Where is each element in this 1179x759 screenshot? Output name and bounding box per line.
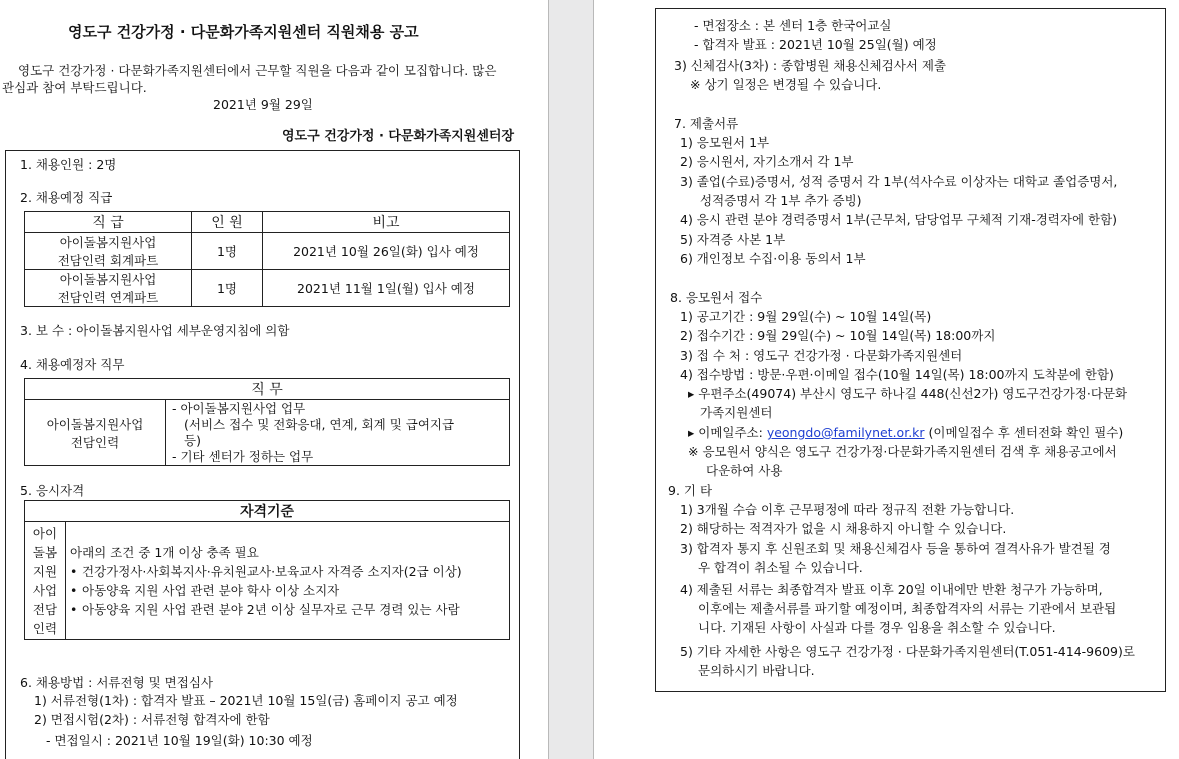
intro-line-1: 영도구 건강가정 · 다문화가족지원센터에서 근무할 직원을 다음과 같이 모집합니다. 많은 <box>18 63 497 78</box>
side-label: 사업 <box>32 582 58 598</box>
note-header: 비고 <box>263 212 510 233</box>
email-link[interactable]: yeongdo@familynet.or.kr <box>766 425 925 440</box>
section-9-item-cont: 니다. 기재된 사항이 사실과 다를 경우 임용을 취소할 수 있습니다. <box>698 620 1056 635</box>
duty-header: 직 무 <box>25 379 510 400</box>
rank-table <box>24 211 510 307</box>
section-9-item-cont: 문의하시기 바랍니다. <box>698 663 815 678</box>
role-line: 아이돌봄지원사업 <box>46 416 144 432</box>
section-9-item: 2) 해당하는 적격자가 없을 시 채용하지 아니할 수 있습니다. <box>680 521 1007 536</box>
section-7-item: 6) 개인정보 수집·이용 동의서 1부 <box>680 251 866 266</box>
list-item: • 아동양육 지원 사업 관련 분야 2년 이상 실무자로 근무 경력 있는 사람 <box>70 601 460 617</box>
section-8: 8. 응모원서 접수 <box>670 290 763 305</box>
duty-line: 등) <box>184 432 201 448</box>
duty-table <box>24 378 510 466</box>
qualification-item: 건강가정사·사회복지사·유치원교사·보육교사 자격증 소지자(2급 이상) <box>82 563 462 579</box>
section-8-item: 2) 접수기간 : 9월 29일(수) ~ 10월 14일(목) 18:00까지 <box>680 328 996 343</box>
section-9: 9. 기 타 <box>668 483 713 498</box>
page-title: 영도구 건강가정 · 다문화가족지원센터 직원채용 공고 <box>68 23 419 41</box>
section-8-item: 4) 접수방법 : 방문·우편·이메일 접수(10월 14일(목) 18:00까지 도착분에 한함) <box>680 367 1114 382</box>
note-cell: 2021년 10월 26일(화) 입사 예정 <box>263 233 510 270</box>
section-9-item: 1) 3개월 수습 이후 근무평정에 따라 정규직 전환 가능합니다. <box>680 502 1015 517</box>
form-note-cont: 다운하여 사용 <box>706 463 783 478</box>
rank-line: 전담인력 연계파트 <box>57 290 159 305</box>
intro-line-2: 관심과 참여 부탁드립니다. <box>2 80 147 95</box>
section-4: 4. 채용예정자 직무 <box>20 357 125 372</box>
section-9-item: 5) 기타 자세한 사항은 영도구 건강가정 · 다문화가족지원센터(T.051-414-9609)로 <box>680 644 1135 659</box>
section-2: 2. 채용예정 직급 <box>20 190 113 205</box>
section-8-item: 3) 접 수 처 : 영도구 건강가정 · 다문화가족지원센터 <box>680 348 963 363</box>
postal-address: ▸ 우편주소(49074) 부산시 영도구 하나길 448(신선2가) 영도구건강가정·다문화 <box>688 386 1128 401</box>
result-announcement: - 합격자 발표 : 2021년 10월 25일(월) 예정 <box>694 37 937 52</box>
count-header: 인 원 <box>192 212 263 233</box>
note-cell: 2021년 11월 1일(월) 입사 예정 <box>263 270 510 307</box>
qualification-lead: 아래의 조건 중 1개 이상 충족 필요 <box>70 544 259 560</box>
rank-line: 아이돌봄지원사업 <box>59 235 157 250</box>
duty-line: (서비스 접수 및 전화응대, 연계, 회계 및 급여지급 <box>184 416 455 432</box>
section-7-item: 4) 응시 관련 분야 경력증명서 1부(근무처, 담당업무 구체적 기재-경력자에 한함) <box>680 212 1118 227</box>
section-6-item-3: - 면접일시 : 2021년 10월 19일(화) 10:30 예정 <box>46 733 313 748</box>
email-note: (이메일접수 후 센터전화 확인 필수) <box>924 425 1124 440</box>
section-6: 6. 채용방법 : 서류전형 및 면접심사 <box>20 675 213 690</box>
section-5: 5. 응시자격 <box>20 483 85 498</box>
email-line <box>688 425 1123 441</box>
section-6-item-1: 1) 서류전형(1차) : 합격자 발표 – 2021년 10월 15일(금) 홈페이지 공고 예정 <box>34 693 458 708</box>
qualification-table <box>24 500 510 640</box>
count-cell: 1명 <box>192 233 263 270</box>
side-label: 인력 <box>32 620 58 636</box>
signer: 영도구 건강가정 · 다문화가족지원센터장 <box>282 129 515 144</box>
form-note: ※ 응모원서 양식은 영도구 건강가정·다문화가족지원센터 검색 후 채용공고에서 <box>688 444 1117 459</box>
role-line: 전담인력 <box>70 434 120 450</box>
postal-address-cont: 가족지원센터 <box>700 405 773 420</box>
section-7-item: 5) 자격증 사본 1부 <box>680 232 786 247</box>
duty-line: - 기타 센터가 정하는 업무 <box>172 448 314 464</box>
email-label: ▸ 이메일주소: <box>688 425 767 440</box>
page-gutter <box>548 0 594 759</box>
document-page-left <box>0 0 548 759</box>
section-1: 1. 채용인원 : 2명 <box>20 157 117 172</box>
qualification-item: 아동양육 지원 사업 관련 분야 2년 이상 실무자로 근무 경력 있는 사람 <box>82 601 460 617</box>
schedule-note: ※ 상기 일정은 변경될 수 있습니다. <box>690 77 882 92</box>
section-7-item: 2) 응시원서, 자기소개서 각 1부 <box>680 154 854 169</box>
rank-line: 아이돌봄지원사업 <box>59 272 157 287</box>
side-label: 돌봄 <box>32 544 58 560</box>
section-9-item-cont: 이후에는 제출서류를 파기할 예정이며, 최종합격자의 서류는 기관에서 보관됩 <box>698 601 1117 616</box>
count-cell: 1명 <box>192 270 263 307</box>
section-9-item: 4) 제출된 서류는 최종합격자 발표 이후 20일 이내에만 반환 청구가 가능하며, <box>680 582 1103 597</box>
section-7-item: 1) 응모원서 1부 <box>680 135 770 150</box>
section-7: 7. 제출서류 <box>674 116 739 131</box>
table-row <box>25 233 510 270</box>
list-item: • 아동양육 지원 사업 관련 분야 학사 이상 소지자 <box>70 582 340 598</box>
side-label: 지원 <box>32 563 58 579</box>
interview-place: - 면접장소 : 본 센터 1층 한국어교실 <box>694 18 892 33</box>
notice-date: 2021년 9월 29일 <box>213 97 313 112</box>
section-6-item-2: 2) 면접시험(2차) : 서류전형 합격자에 한함 <box>34 712 270 727</box>
section-3: 3. 보 수 : 아이돌봄지원사업 세부운영지침에 의함 <box>20 323 290 338</box>
section-9-item: 3) 합격자 통지 후 신원조회 및 채용신체검사 등을 통하여 결격사유가 발견될 경 <box>680 541 1111 556</box>
section-7-item: 3) 졸업(수료)증명서, 성적 증명서 각 1부(석사수료 이상자는 대학교 졸업증명서, <box>680 174 1118 189</box>
table-row <box>25 270 510 307</box>
document-page-right <box>594 0 1179 759</box>
section-7-item-cont: 성적증명서 각 1부 추가 증빙) <box>700 193 862 208</box>
section-9-item-cont: 우 합격이 취소될 수 있습니다. <box>698 560 863 575</box>
health-check: 3) 신체검사(3차) : 종합병원 채용신체검사서 제출 <box>674 58 946 73</box>
section-8-item: 1) 공고기간 : 9월 29일(수) ~ 10월 14일(목) <box>680 309 932 324</box>
qualification-item: 아동양육 지원 사업 관련 분야 학사 이상 소지자 <box>82 582 340 598</box>
duty-line: - 아이돌봄지원사업 업무 <box>172 400 306 416</box>
side-label: 전담 <box>32 601 58 617</box>
list-item: • 건강가정사·사회복지사·유치원교사·보육교사 자격증 소지자(2급 이상) <box>70 563 462 579</box>
rank-line: 전담인력 회계파트 <box>57 253 159 268</box>
side-label: 아이 <box>32 525 58 541</box>
qualification-header: 자격기준 <box>25 501 510 522</box>
rank-header: 직 급 <box>25 212 192 233</box>
